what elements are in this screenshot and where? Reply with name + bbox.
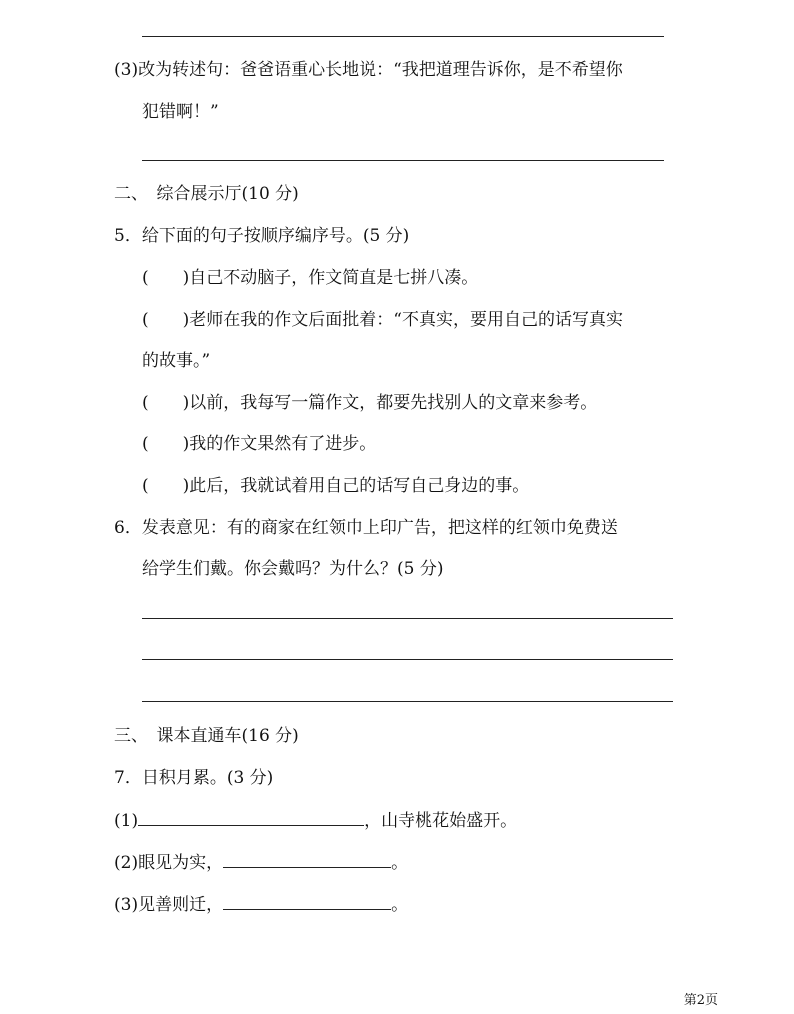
proverb-start: (2)眼见为实， bbox=[114, 853, 224, 873]
order-bracket[interactable]: ( ) bbox=[142, 268, 190, 288]
page-number: 第2页 bbox=[683, 993, 718, 1008]
order-bracket[interactable]: ( ) bbox=[142, 476, 190, 496]
sentence-text: 以前，我每写一篇作文，都要先找别人的文章来参考。 bbox=[189, 393, 598, 413]
sentence-text: 我的作文果然有了进步。 bbox=[189, 434, 377, 454]
fill-blank[interactable] bbox=[223, 851, 391, 868]
proverb-start: (3)见善则迁， bbox=[114, 895, 224, 915]
q4-answer-line[interactable] bbox=[142, 160, 664, 161]
q6-line1: 6．发表意见：有的商家在红领巾上印广告，把这样的红领巾免费送 bbox=[114, 518, 618, 538]
q4-item3-line1: (3)改为转述句：爸爸语重心长地说：“我把道理告诉你，是不希望你 bbox=[114, 60, 623, 80]
sentence-text: 此后，我就试着用自己的话写自己身边的事。 bbox=[189, 476, 530, 496]
q7-title: 7．日积月累。(3 分) bbox=[114, 768, 274, 788]
q7-item-1 bbox=[114, 809, 517, 832]
q5-item-3 bbox=[142, 392, 597, 414]
q7-item-2 bbox=[114, 851, 408, 874]
section-2-heading: 二、 综合展示厅(10 分) bbox=[114, 184, 299, 204]
fill-blank[interactable] bbox=[138, 809, 364, 826]
period: 。 bbox=[391, 853, 409, 873]
q5-item-2 bbox=[142, 309, 623, 331]
q6-answer-line-1[interactable] bbox=[142, 618, 673, 619]
sentence-text: 老师在我的作文后面批着：“不真实，要用自己的话写真实 bbox=[189, 310, 623, 330]
q7-item-3 bbox=[114, 893, 408, 916]
q5-item-2-continuation: 的故事。” bbox=[142, 351, 211, 371]
q5-title: 5．给下面的句子按顺序编序号。(5 分) bbox=[114, 226, 410, 246]
q5-item-4 bbox=[142, 433, 376, 455]
item-number: (1) bbox=[114, 811, 139, 831]
order-bracket[interactable]: ( ) bbox=[142, 393, 190, 413]
q6-answer-line-3[interactable] bbox=[142, 701, 673, 702]
answer-line-top[interactable] bbox=[142, 36, 664, 37]
order-bracket[interactable]: ( ) bbox=[142, 310, 190, 330]
q4-item3-line2: 犯错啊！” bbox=[142, 102, 219, 122]
sentence-text: 自己不动脑子，作文简直是七拼八凑。 bbox=[189, 268, 479, 288]
period: 。 bbox=[391, 895, 409, 915]
order-bracket[interactable]: ( ) bbox=[142, 434, 190, 454]
q6-answer-line-2[interactable] bbox=[142, 659, 673, 660]
fill-blank[interactable] bbox=[223, 893, 391, 910]
q6-line2: 给学生们戴。你会戴吗？为什么？(5 分) bbox=[142, 559, 444, 579]
q5-item-1 bbox=[142, 267, 478, 289]
section-3-heading: 三、 课本直通车(16 分) bbox=[114, 726, 299, 746]
poem-line: ，山寺桃花始盛开。 bbox=[364, 811, 518, 831]
q5-item-5 bbox=[142, 475, 529, 497]
